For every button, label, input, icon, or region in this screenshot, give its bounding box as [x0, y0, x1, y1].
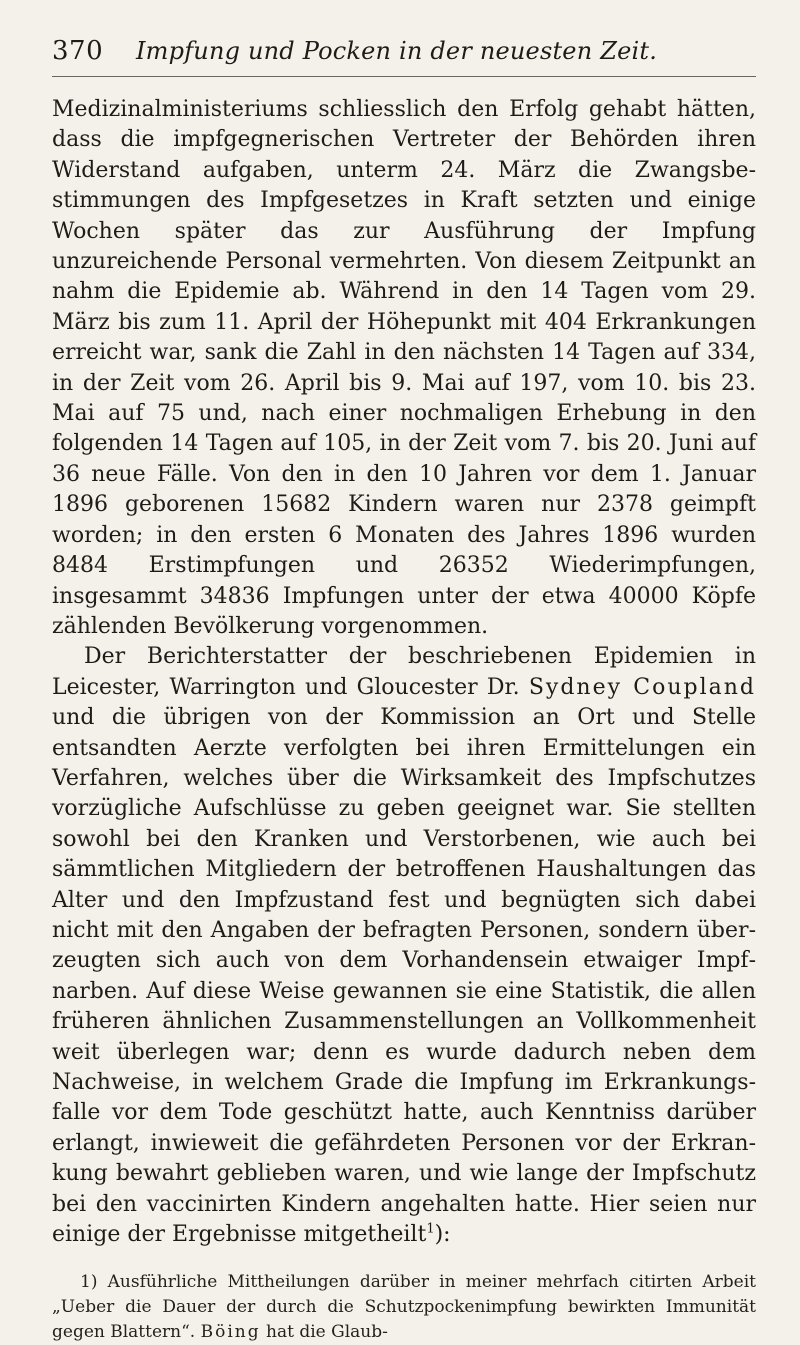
- body-paragraph-2: [52, 642, 756, 1250]
- paragraph-2-body: und die übrigen von der Kommission an Ort und Stelle entsandten Aerzte verfolgten bei ihren Ermittelungen ein Verfahren, welches über die Wirksamkeit des Impfschutzes vorzügliche Aufschlüsse zu geben geeignet war. Sie stellten sowohl bei den Kranken und Verstorbenen, wie auch bei sämmtlichen Mitgliedern der betroffenen Haushaltungen das Alter und den Impfzustand fest und begnügten sich dabei nicht mit den Angaben der befragten Personen, sondern überzeugten sich auch von dem Vorhandensein etwaiger Impfnarben. Auf diese Weise gewannen sie eine Statistik, die allen früheren ähnlichen Zusammenstellungen an Vollkommenheit weit überlegen war; denn es wurde dadurch neben dem Nachweise, in welchem Grade die Impfung im Erkrankungsfalle vor dem Tode geschützt hatte, auch Kenntniss darüber erlangt, inwieweit die gefährdeten Personen vor der Erkrankung bewahrt geblieben waren, und wie lange der Impfschutz bei den vaccinirten Kindern angehalten hatte. Hier seien nur einige der Ergebnisse mitgetheilt: [52, 705, 756, 1248]
- footnote-author-name: Böing: [200, 1322, 261, 1343]
- book-page: [52, 36, 756, 1345]
- paragraph-2-closing: ):: [434, 1222, 451, 1248]
- author-name-coupland: Sydney Coupland: [528, 674, 756, 700]
- footnote-continuation: hat die Glaub-: [266, 1322, 388, 1343]
- running-title: Impfung und Pocken in der neuesten Zeit.: [136, 37, 658, 65]
- page-number: 370: [52, 36, 104, 66]
- footnote-marker: 1): [80, 1272, 98, 1293]
- body-paragraph-1: Medizinalministeriums schliesslich den Erfolg gehabt hätten, dass die impfgegnerischen Vertreter der Behörden ihren Widerstand aufgaben, unterm 24. März die Zwangsbestimmungen des Impfgesetzes in Kraft setzten und einige Wochen später das zur Ausführung der Impfung unzureichende Personal vermehrten. Von diesem Zeitpunkt an nahm die Epidemie ab. Während in den 14 Tagen vom 29. März bis zum 11. April der Höhepunkt mit 404 Erkrankungen erreicht war, sank die Zahl in den nächsten 14 Tagen auf 334, in der Zeit vom 26. April bis 9. Mai auf 197, vom 10. bis 23. Mai auf 75 und, nach einer nochmaligen Erhebung in den folgenden 14 Tagen auf 105, in der Zeit vom 7. bis 20. Juni auf 36 neue Fälle. Von den in den 10 Jahren vor dem 1. Januar 1896 geborenen 15682 Kindern waren nur 2378 geimpft worden; in den ersten 6 Monaten des Jahres 1896 wurden 8484 Erstimpfungen und 26352 Wiederimpfungen, insgesammt 34836 Impfungen unter der etwa 40000 Köpfe zählenden Bevölkerung vorgenommen.: [52, 97, 756, 639]
- footnote-reference: 1: [426, 1221, 435, 1237]
- paragraph-2-opening: Der Berichterstatter der beschriebenen Epidemien in Leicester, Warrington und Gloucester Dr.: [52, 644, 756, 700]
- page-header: [52, 36, 756, 77]
- footnote: [52, 1270, 756, 1345]
- footnote-text: Ausführliche Mittheilungen darüber in meiner mehrfach citirten Arbeit „Ueber die Dauer der durch die Schutzpockenimpfung bewirkten Immunität gegen Blattern“.: [52, 1272, 756, 1343]
